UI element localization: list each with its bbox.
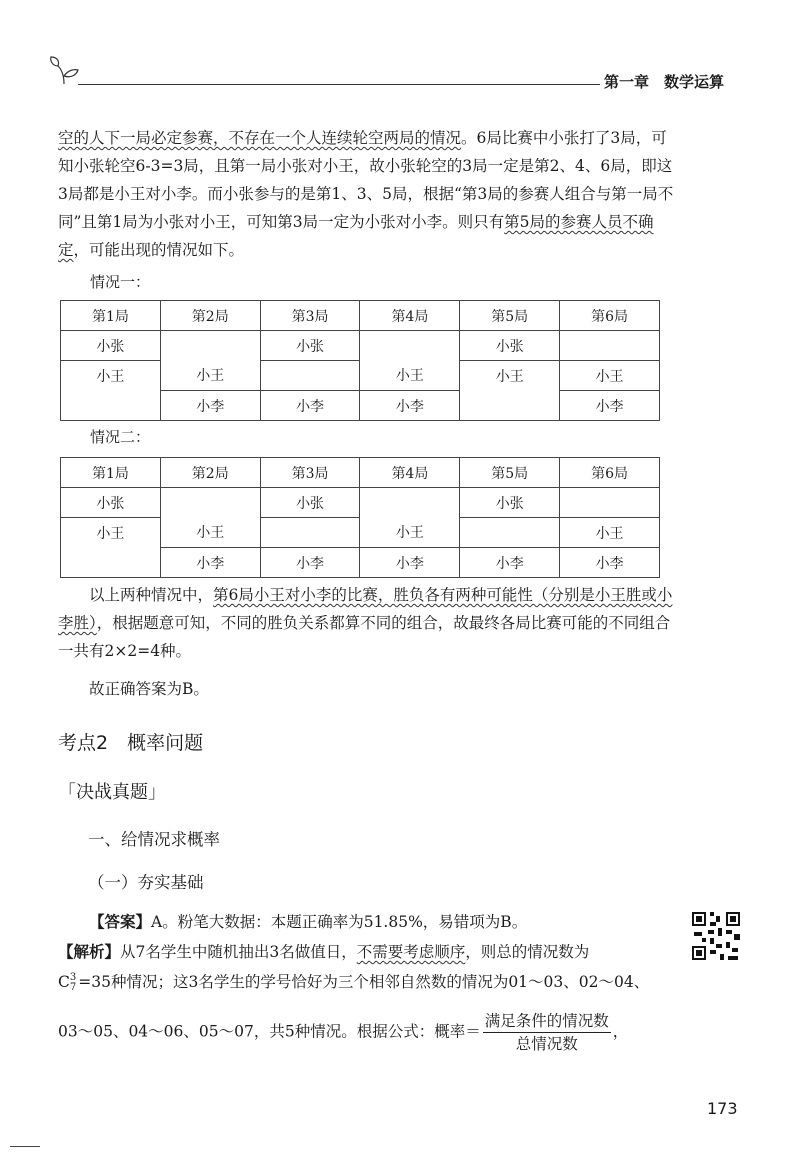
header-rule	[78, 84, 600, 85]
intro-line5-underlined: 第5局的参赛人员不确定	[58, 213, 654, 259]
intro-underlined-text: 空的人下一局必定参赛，不存在一个人连续轮空两局的情况	[58, 129, 462, 147]
table-cell: 小李	[160, 391, 260, 421]
intro-line5-pre: 则只有	[457, 213, 505, 231]
table-header-cell: 第6局	[560, 458, 660, 488]
table-cell: 小李	[260, 391, 360, 421]
table-header-cell: 第5局	[460, 301, 560, 331]
table-cell: 小李	[260, 548, 360, 578]
page-number: 173	[707, 1099, 738, 1118]
table-row	[61, 548, 660, 578]
table-header-cell: 第5局	[460, 458, 560, 488]
table-row	[61, 518, 660, 548]
table-cell	[260, 361, 360, 391]
table-cell: 小王	[160, 361, 260, 391]
table-row	[61, 391, 660, 421]
analysis-line3-text: 03～05、04～06、05～07，共5种情况。根据公式：概率＝	[58, 1022, 481, 1041]
table-cell: 小李	[560, 391, 660, 421]
intro-paragraph	[58, 124, 678, 264]
table-cell	[460, 391, 560, 421]
table-cell: 小张	[260, 488, 360, 518]
table-cell	[560, 331, 660, 361]
combination-sup: 3	[69, 972, 77, 983]
table-cell: 小王	[560, 361, 660, 391]
table-header-cell: 第3局	[260, 458, 360, 488]
table-cell: 小李	[360, 391, 460, 421]
q1-analysis-line2	[58, 968, 678, 996]
combination-symbol: C	[58, 973, 70, 991]
table-cell: 小李	[560, 548, 660, 578]
intro-text: 。6局比赛中小张打了3局，可知小张轮空6-3=3局，且第一局小张对小王，故小张轮空的3局一定是第2、4、6局，即这3局都是小王对小李。而小张参与的是第1、3、5局，根据“第3局的参赛人组合与第一局不同”且第1局为小张对小王，可知第3局一定为小张对小李。	[58, 129, 674, 231]
table-header-cell: 第1局	[61, 301, 161, 331]
table-row	[61, 488, 660, 518]
subsubsection-title: （一）夯实基础	[88, 873, 204, 892]
chapter-title: 数学运算	[664, 73, 725, 91]
qr-code-icon[interactable]	[690, 910, 742, 962]
table-cell: 小张	[61, 488, 161, 518]
table-cell: 小王	[560, 518, 660, 548]
table-cell	[260, 518, 360, 548]
combination-sub: 7	[69, 982, 77, 993]
summary-underlined: 第6局小王对小李的比赛，胜负各有两种可能性（分别是小王胜或小李胜）	[58, 586, 673, 632]
table-cell: 小王	[360, 361, 460, 391]
table-cell	[61, 548, 161, 578]
running-header	[604, 71, 724, 92]
analysis-line2-text: =35种情况；这3名学生的学号恰好为三个相邻自然数的情况为01～03、02～04、	[78, 973, 650, 991]
answer-tag: 【答案】	[89, 912, 152, 931]
table-cell: 小王	[160, 518, 260, 548]
table-cell: 小张	[61, 331, 161, 361]
probability-fraction	[483, 1010, 611, 1055]
table-header-cell: 第2局	[160, 301, 260, 331]
analysis-underlined: 不需要考虑顺序	[356, 943, 466, 961]
table-row	[61, 361, 660, 391]
case1-label: 情况一：	[90, 273, 151, 291]
table-header-cell: 第2局	[160, 458, 260, 488]
table-cell: 小李	[360, 548, 460, 578]
table-header-cell: 第4局	[360, 458, 460, 488]
table-header-cell: 第4局	[360, 301, 460, 331]
table-cell	[460, 518, 560, 548]
analysis-text-post: ，则总的情况数为	[465, 943, 590, 961]
case2-table	[60, 457, 660, 578]
summary-paragraph	[58, 581, 678, 665]
chapter-label: 第一章	[604, 73, 650, 91]
table-cell	[360, 488, 460, 518]
analysis-tag: 【解析】	[58, 942, 121, 961]
case1-table	[60, 300, 660, 421]
table-cell: 小王	[61, 361, 161, 391]
table-cell	[61, 391, 161, 421]
case1-header-row	[61, 301, 660, 331]
table-cell: 小李	[460, 548, 560, 578]
section-bracket-label: 「决战真题」	[58, 782, 166, 803]
table-header-cell: 第3局	[260, 301, 360, 331]
table-cell	[560, 488, 660, 518]
intro-line5-post: ，可能出现的情况如下。	[73, 241, 245, 259]
case2-header-row	[61, 458, 660, 488]
table-cell	[360, 331, 460, 361]
table-row	[61, 331, 660, 361]
table-cell	[160, 331, 260, 361]
answer-line: 故正确答案为B。	[89, 680, 209, 698]
table-cell: 小张	[460, 488, 560, 518]
summary-post: ，根据题意可知，不同的胜负关系都算不同的组合，故最终各局比赛可能的不同组合一共有2×2=4种。	[58, 614, 671, 660]
table-cell: 小张	[460, 331, 560, 361]
sprout-logo-icon	[48, 54, 80, 86]
q1-analysis-line1	[58, 938, 678, 966]
table-cell: 小张	[260, 331, 360, 361]
table-cell	[160, 488, 260, 518]
analysis-line3-tail: ，	[612, 1022, 629, 1041]
summary-pre: 以上两种情况中，	[89, 586, 214, 604]
fraction-denominator: 总情况数	[515, 1035, 578, 1053]
fraction-numerator: 满足条件的情况数	[483, 1010, 611, 1033]
case2-label: 情况二：	[90, 428, 151, 446]
table-header-cell: 第1局	[61, 458, 161, 488]
answer-text: A。粉笔大数据：本题正确率为51.85%，易错项为B。	[151, 913, 528, 931]
table-cell: 小王	[61, 518, 161, 548]
table-header-cell: 第6局	[560, 301, 660, 331]
analysis-text-pre: 从7名学生中随机抽出3名做值日，	[120, 943, 357, 961]
table-cell: 小王	[460, 361, 560, 391]
subsection-title: 一、给情况求概率	[88, 830, 220, 849]
table-cell: 小王	[360, 518, 460, 548]
q1-answer-line	[58, 908, 678, 936]
section-title: 考点2 概率问题	[58, 732, 204, 754]
table-cell: 小李	[160, 548, 260, 578]
corner-mark	[10, 1146, 40, 1147]
q1-analysis-line3	[58, 1010, 698, 1055]
